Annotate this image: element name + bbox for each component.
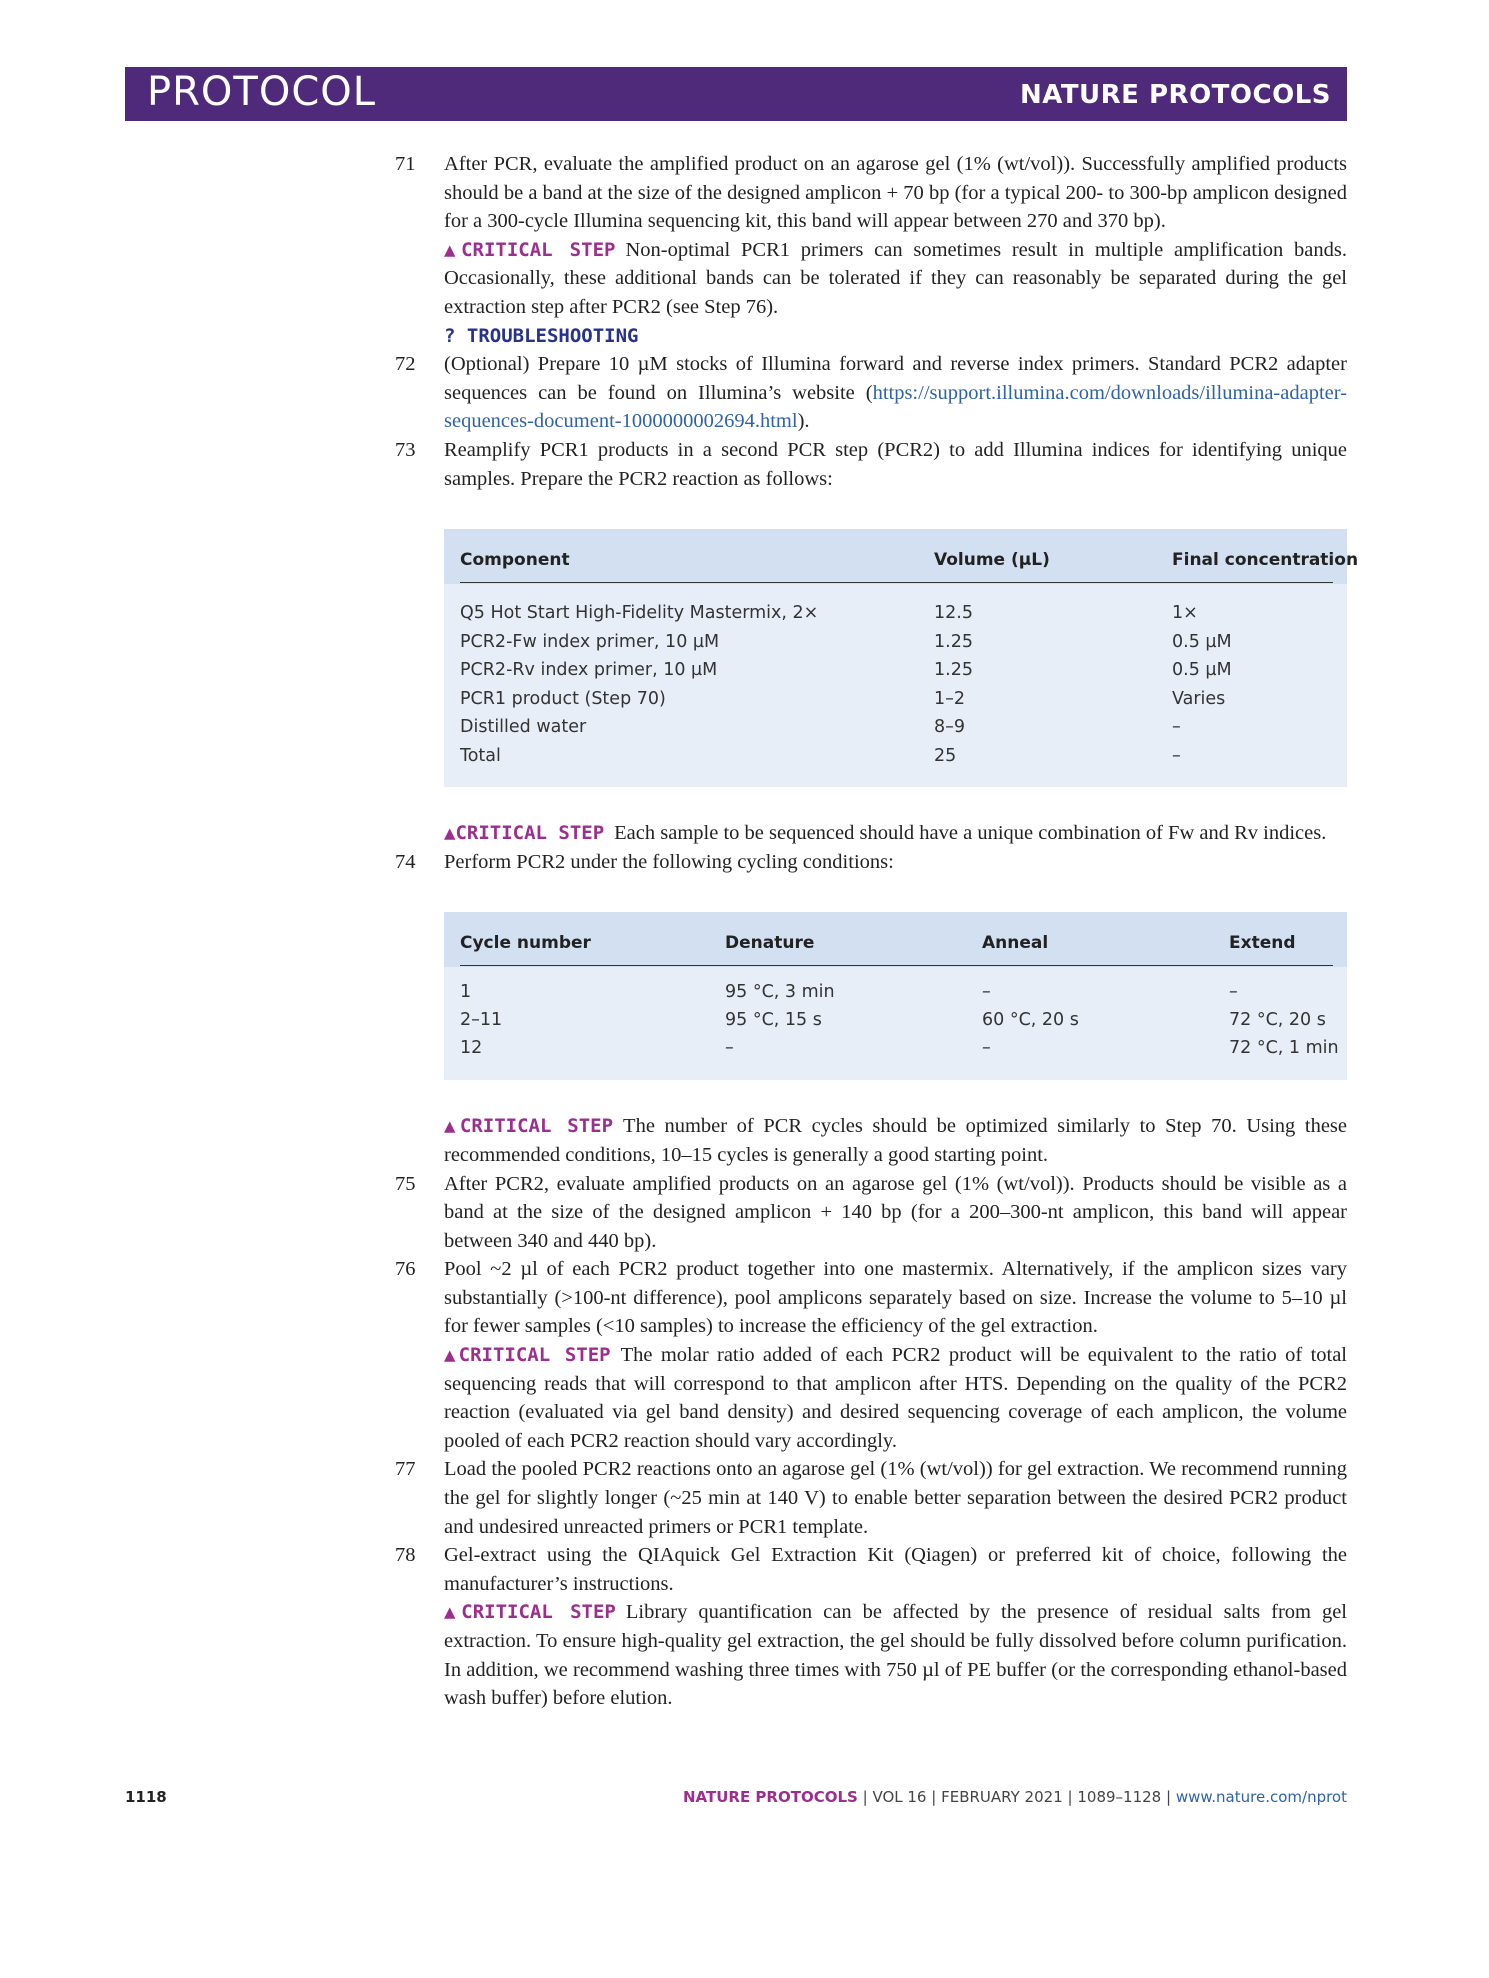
header-rule (460, 965, 1333, 966)
article-body (395, 150, 1359, 1713)
critical-step-label: ▲CRITICAL STEP (444, 822, 605, 845)
separator: | (862, 1788, 868, 1806)
table-cell: – (1229, 982, 1238, 1003)
step-71 (395, 150, 1347, 236)
table-cell: Distilled water (460, 717, 587, 738)
column-header: Component (460, 550, 570, 571)
table-cell: – (982, 982, 991, 1003)
table-cell: 2–11 (460, 1010, 503, 1031)
step-75 (395, 1170, 1347, 1256)
table-cell: – (1172, 717, 1181, 738)
step-73 (395, 436, 1347, 493)
table-cell: – (1172, 746, 1181, 767)
step-text: (Optional) Prepare 10 µM stocks of Illumina forward and reverse index primers. Standard PCR2 adapter sequences can be found on Illumina’s website ( (444, 353, 1347, 404)
step-77 (395, 1455, 1347, 1541)
critical-step (395, 1112, 1347, 1169)
table-cell: 25 (934, 746, 957, 767)
table-cell: 1.25 (934, 660, 973, 681)
table-cell: 95 °C, 3 min (725, 982, 835, 1003)
step-number: 71 (395, 153, 416, 175)
critical-step-label: ▲CRITICAL STEP (444, 1115, 614, 1138)
table-cell: 12 (460, 1038, 483, 1059)
step-text: Perform PCR2 under the following cycling conditions: (444, 850, 894, 873)
table-cell: 72 °C, 20 s (1229, 1010, 1326, 1031)
critical-step-text: The number of PCR cycles should be optimized similarly to Step 70. Using these recommended conditions, 10–15 cycles is generally a good starting point. (444, 1115, 1347, 1166)
page-number: 1118 (125, 1788, 167, 1806)
step-number: 77 (395, 1458, 416, 1481)
step-text-end: ). (797, 410, 810, 433)
step-text: After PCR, evaluate the amplified product on an agarose gel (1% (wt/vol)). Successfully amplified products should be a band at the size of the designed amplicon + 70 bp (for a typical 200- to 300-bp amplicon designed for a 300-cycle Illumina sequencing kit, this band will appear between 270 and 370 bp). (444, 153, 1347, 233)
table-cell: PCR2-Fw index primer, 10 µM (460, 632, 720, 653)
table-cell: Q5 Hot Start High-Fidelity Mastermix, 2× (460, 603, 819, 624)
step-72 (395, 350, 1347, 436)
critical-step-text: The molar ratio added of each PCR2 product will be equivalent to the ratio of total sequencing reads that will correspond to that amplicon after HTS. Depending on the quality of the PCR2 reaction (evaluated via gel band density) and desired sequencing coverage of each amplicon, the volume pooled of each PCR2 reaction should vary accordingly. (444, 1344, 1347, 1452)
critical-step-text: Each sample to be sequenced should have a unique combination of Fw and Rv indices. (614, 822, 1327, 845)
separator: | (1067, 1788, 1073, 1806)
step-text: Pool ~2 µl of each PCR2 product together into one mastermix. Alternatively, if the amplicon sizes vary substantially (>100-nt difference), pool amplicons separately based on size. Increase the volume to 5–10 µl for fewer samples (<10 samples) to increase the efficiency of the gel extraction. (444, 1258, 1347, 1338)
table-cell: PCR1 product (Step 70) (460, 689, 666, 710)
step-number: 78 (395, 1544, 416, 1567)
step-number: 76 (395, 1258, 416, 1281)
separator: | (1166, 1788, 1172, 1806)
step-text: Gel-extract using the QIAquick Gel Extraction Kit (Qiagen) or preferred kit of choice, following the manufacturer’s instructions. (444, 1544, 1347, 1595)
table-cell: 1× (1172, 603, 1198, 624)
column-header: Extend (1229, 933, 1296, 954)
step-number: 73 (395, 438, 416, 461)
separator: | (931, 1788, 937, 1806)
table-cell: Total (460, 746, 501, 767)
page-footer (125, 1788, 1347, 1812)
step-74 (395, 848, 1347, 877)
volume: VOL 16 (872, 1788, 927, 1806)
table-cell: 72 °C, 1 min (1229, 1038, 1339, 1059)
table-cell: 1.25 (934, 632, 973, 653)
step-text: Reamplify PCR1 products in a second PCR step (PCR2) to add Illumina indices for identifying unique samples. Prepare the PCR2 reaction as follows: (444, 438, 1347, 490)
table-header (444, 529, 1359, 584)
troubleshooting-link[interactable] (395, 322, 1347, 351)
header-rule (460, 582, 1333, 583)
step-number: 72 (395, 353, 416, 376)
table-cell: 1–2 (934, 689, 966, 710)
column-header: Final concentration (1172, 550, 1359, 571)
pcr2-reaction-table (444, 529, 1359, 787)
section-label: PROTOCOL (147, 69, 377, 115)
critical-step (395, 819, 1347, 848)
critical-step-text: Non-optimal PCR1 primers can sometimes result in multiple amplification bands. Occasionally, these additional bands can be tolerated if they can reasonably be separated during the gel extraction step after PCR2 (see Step 76). (444, 238, 1347, 318)
table-cell: 8–9 (934, 717, 966, 738)
citation (683, 1788, 1347, 1806)
table-cell: 0.5 µM (1172, 660, 1232, 681)
table-cell: – (725, 1038, 734, 1059)
step-76 (395, 1255, 1347, 1341)
page-range: 1089–1128 (1077, 1788, 1162, 1806)
table-cell: PCR2-Rv index primer, 10 µM (460, 660, 718, 681)
table-cell: 95 °C, 15 s (725, 1010, 822, 1031)
table-cell: 60 °C, 20 s (982, 1010, 1079, 1031)
journal-name: NATURE PROTOCOLS (682, 1788, 858, 1806)
critical-step (395, 1341, 1347, 1455)
step-text: Load the pooled PCR2 reactions onto an agarose gel (1% (wt/vol)) for gel extraction. We recommend running the gel for slightly longer (~25 min at 140 V) to enable better separation between the desired PCR2 product and undesired unreacted primers or PCR1 template. (444, 1458, 1347, 1538)
critical-step-label: ▲CRITICAL STEP (444, 238, 616, 261)
table-cell: 0.5 µM (1172, 632, 1232, 653)
step-text: After PCR2, evaluate amplified products on an agarose gel (1% (wt/vol)). Products should be visible as a band at the size of the designed amplicon + 140 bp (for a 200–300-nt amplicon, this band will appear between 340 and 440 bp). (444, 1172, 1347, 1252)
pcr2-cycling-table (444, 912, 1347, 1080)
column-header: Anneal (982, 933, 1049, 954)
troubleshooting-label[interactable]: ? TROUBLESHOOTING (444, 324, 639, 347)
table-cell: 1 (460, 982, 472, 1003)
illumina-adapter-link[interactable]: https://support.illumina.com/downloads/illumina-adapter-sequences-document-1000000002694.html (444, 381, 1347, 433)
page-header (125, 67, 1347, 121)
issue-date: FEBRUARY 2021 (941, 1788, 1063, 1806)
column-header: Cycle number (460, 933, 591, 954)
column-header: Denature (725, 933, 815, 954)
journal-url[interactable]: www.nature.com/nprot (1175, 1788, 1347, 1806)
table-cell: – (982, 1038, 991, 1059)
critical-step-label: ▲CRITICAL STEP (444, 1601, 616, 1624)
critical-step (395, 236, 1347, 322)
table-cell: Varies (1172, 689, 1226, 710)
step-78 (395, 1541, 1347, 1598)
critical-step (395, 1598, 1347, 1712)
table-header (444, 912, 1347, 967)
journal-name-header: NATURE PROTOCOLS (1019, 80, 1331, 110)
column-header: Volume (µL) (934, 550, 1050, 571)
step-number: 75 (395, 1172, 416, 1195)
critical-step-text: Library quantification can be affected by the presence of residual salts from gel extraction. To ensure high-quality gel extraction, the gel should be fully dissolved before column purification. In addition, we recommend washing three times with 750 µl of PE buffer (or the corresponding ethanol-based wash buffer) before elution. (444, 1601, 1347, 1710)
step-number: 74 (395, 850, 416, 873)
critical-step-label: ▲CRITICAL STEP (444, 1344, 611, 1367)
table-cell: 12.5 (934, 603, 973, 624)
